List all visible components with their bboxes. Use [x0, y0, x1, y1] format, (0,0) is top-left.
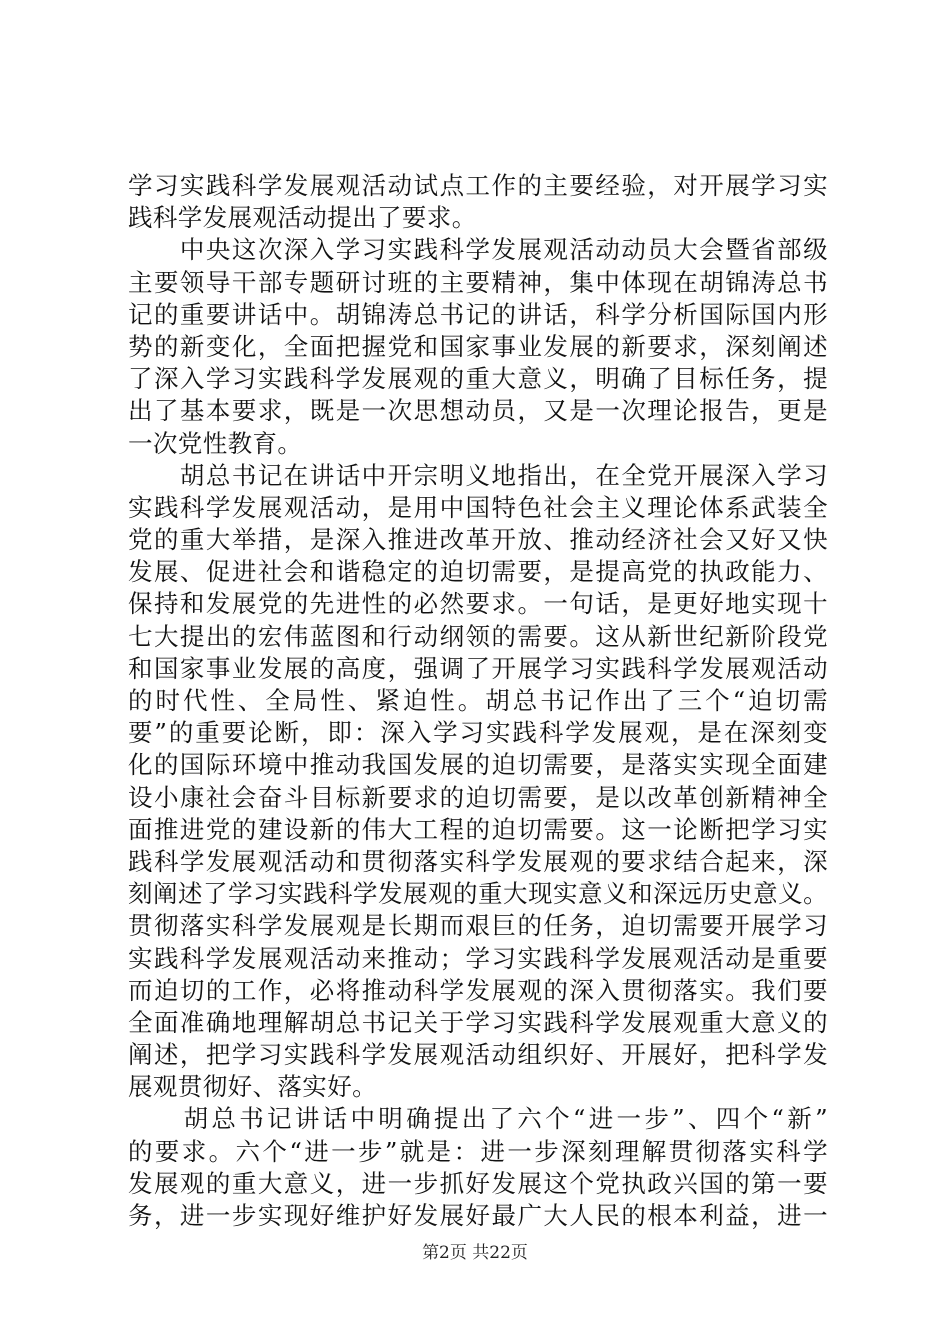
text-line: 的要求。六个“进一步”就是：进一步深刻理解贯彻落实科学 [128, 1136, 828, 1166]
text-line: 践科学发展观活动和贯彻落实科学发展观的要求结合起来，深 [128, 846, 828, 876]
text-line: 刻阐述了学习实践科学发展观的重大现实意义和深远历史意义。 [128, 879, 828, 909]
text-line: 发展观的重大意义，进一步抓好发展这个党执政兴国的第一要 [128, 1168, 828, 1198]
text-line: 中央这次深入学习实践科学发展观活动动员大会暨省部级 [128, 235, 828, 265]
text-line: 的时代性、全局性、紧迫性。胡总书记作出了三个“迫切需 [128, 686, 828, 715]
page-footer: 第2页 共22页 [422, 1243, 528, 1263]
text-line: 面推进党的建设新的伟大工程的迫切需要。这一论断把学习实 [128, 814, 828, 844]
text-line: 全面准确地理解胡总书记关于学习实践科学发展观重大意义的 [128, 1007, 828, 1037]
text-line: 展观贯彻好、落实好。 [128, 1072, 377, 1102]
text-line: 胡总书记在讲话中开宗明义地指出，在全党开展深入学习 [128, 460, 828, 490]
text-line: 实践科学发展观活动来推动；学习实践科学发展观活动是重要 [128, 943, 828, 973]
text-line: 而迫切的工作，必将推动科学发展观的深入贯彻落实。我们要 [128, 975, 828, 1005]
text-line: 和国家事业发展的高度，强调了开展学习实践科学发展观活动 [128, 653, 828, 683]
text-line: 势的新变化，全面把握党和国家事业发展的新要求，深刻阐述 [128, 331, 828, 361]
text-line: 实践科学发展观活动，是用中国特色社会主义理论体系武装全 [128, 492, 828, 522]
text-line: 出了基本要求，既是一次思想动员，又是一次理论报告，更是 [128, 396, 828, 426]
text-line: 发展、促进社会和谐稳定的迫切需要，是提高党的执政能力、 [128, 557, 828, 587]
text-line: 设小康社会奋斗目标新要求的迫切需要，是以改革创新精神全 [128, 782, 828, 812]
text-line: 贯彻落实科学发展观是长期而艰巨的任务，迫切需要开展学习 [128, 911, 828, 941]
text-line: 务，进一步实现好维护好发展好最广大人民的根本利益，进一 [128, 1201, 828, 1230]
text-line: 主要领导干部专题研讨班的主要精神，集中体现在胡锦涛总书 [128, 267, 828, 297]
text-line: 保持和发展党的先进性的必然要求。一句话，是更好地实现十 [128, 589, 828, 619]
text-line: 一次党性教育。 [128, 428, 303, 458]
text-line: 践科学发展观活动提出了要求。 [128, 203, 477, 233]
text-line: 化的国际环境中推动我国发展的迫切需要，是落实实现全面建 [128, 750, 828, 780]
text-line: 胡总书记讲话中明确提出了六个“进一步”、四个“新” [128, 1104, 828, 1134]
text-line: 了深入学习实践科学发展观的重大意义，明确了目标任务，提 [128, 364, 828, 394]
text-line: 学习实践科学发展观活动试点工作的主要经验，对开展学习实 [128, 171, 828, 200]
text-line: 记的重要讲话中。胡锦涛总书记的讲话，科学分析国际国内形 [128, 299, 828, 329]
text-line: 党的重大举措，是深入推进改革开放、推动经济社会又好又快 [128, 525, 828, 555]
text-line: 阐述，把学习实践科学发展观活动组织好、开展好，把科学发 [128, 1040, 828, 1070]
text-line: 要”的重要论断，即：深入学习实践科学发展观，是在深刻变 [128, 718, 828, 748]
text-line: 七大提出的宏伟蓝图和行动纲领的需要。这从新世纪新阶段党 [128, 621, 828, 651]
document-body [128, 170, 828, 1232]
